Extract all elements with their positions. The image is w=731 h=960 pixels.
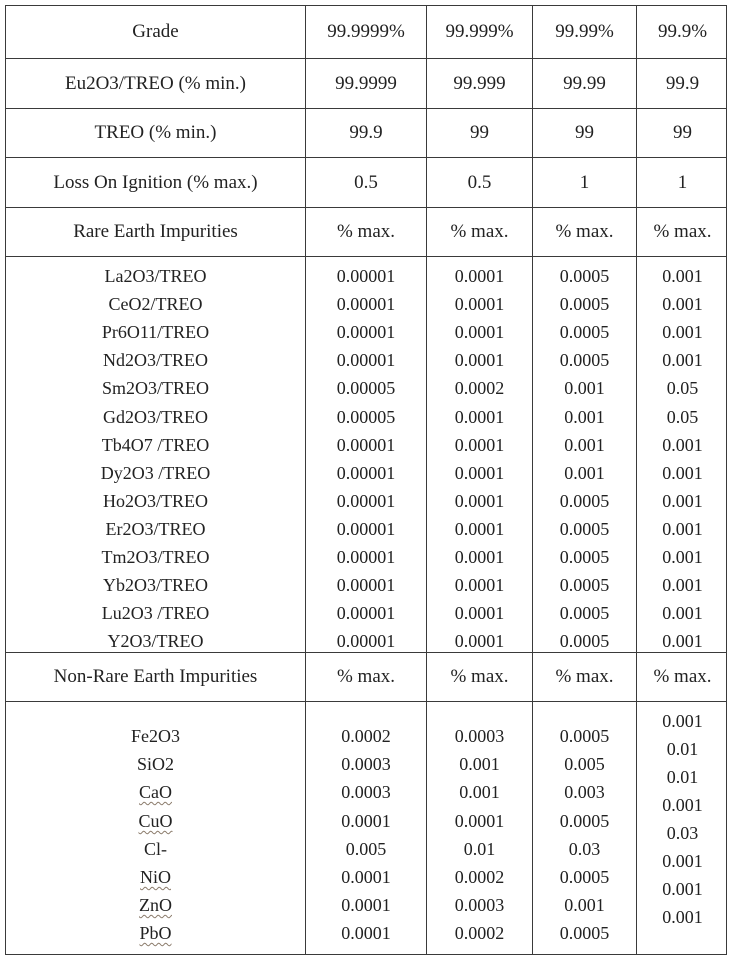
impurity-value: 0.0002 [454, 923, 505, 943]
impurity-value: 0.0001 [341, 923, 391, 943]
impurity-value: 0.00001 [336, 631, 396, 651]
impurity-value-column [427, 702, 533, 954]
grade-header: 99.9% [657, 21, 708, 42]
impurity-value: 0.001 [662, 795, 703, 815]
impurity-value: 0.00001 [336, 266, 396, 286]
rare-earth-block [6, 257, 726, 653]
impurity-value: 0.0005 [559, 631, 610, 651]
spec-label: Eu2O3/TREO (% min.) [6, 59, 306, 108]
impurity-value-column [637, 702, 728, 954]
impurity-value: 0.0005 [559, 923, 610, 943]
impurity-value: 0.001 [662, 879, 703, 899]
grade-row [6, 6, 726, 59]
grade-label: Grade [6, 6, 306, 58]
impurity-value: 0.0003 [454, 895, 505, 915]
unit-label: % max. [653, 666, 712, 687]
impurity-value: 0.001 [564, 378, 605, 398]
impurity-value: 0.0005 [559, 575, 610, 595]
impurity-value: 0.00001 [336, 322, 396, 342]
impurity-name: Lu2O3 /TREO [101, 603, 210, 623]
unit-label: % max. [653, 221, 712, 242]
impurity-value: 0.0001 [454, 294, 505, 314]
impurity-name: Tb4O7 /TREO [101, 435, 210, 455]
impurity-value: 0.00001 [336, 491, 396, 511]
impurity-name: Tm2O3/TREO [101, 547, 210, 567]
section-heading: Non-Rare Earth Impurities [6, 653, 306, 701]
impurity-value: 0.001 [662, 491, 703, 511]
impurity-value: 0.001 [459, 754, 500, 774]
impurity-value: 0.001 [662, 711, 703, 731]
impurity-value-column [306, 702, 427, 954]
impurity-value: 0.00001 [336, 435, 396, 455]
impurity-value: 0.01 [666, 739, 699, 759]
spec-label: Loss On Ignition (% max.) [6, 158, 306, 207]
impurity-value: 0.0005 [559, 811, 610, 831]
impurity-name-column [6, 257, 306, 652]
impurity-name-text: CaO [139, 782, 172, 802]
grade-header: 99.99% [533, 6, 637, 58]
impurity-value: 0.01 [463, 839, 496, 859]
impurity-name: CeO2/TREO [108, 294, 203, 314]
impurity-name: Dy2O3 /TREO [100, 463, 211, 483]
impurity-value: 0.0001 [341, 867, 391, 887]
impurity-value: 0.0003 [454, 726, 505, 746]
unit-label: % max. [306, 208, 427, 256]
impurity-value: 0.005 [564, 754, 605, 774]
spec-value: 99.999 [427, 59, 533, 108]
spec-table [5, 5, 727, 955]
impurity-value: 0.05 [666, 407, 699, 427]
impurity-value: 0.001 [564, 435, 605, 455]
impurity-value: 0.00005 [336, 378, 396, 398]
grade-header: 99.999% [427, 6, 533, 58]
impurity-value: 0.001 [662, 575, 703, 595]
grade-header: 99.9999% [306, 6, 427, 58]
impurity-value: 0.001 [564, 895, 605, 915]
impurity-name: Nd2O3/TREO [103, 350, 208, 370]
impurity-value: 0.001 [662, 907, 703, 927]
impurity-value-column [427, 257, 533, 652]
impurity-value: 0.001 [662, 322, 703, 342]
impurity-value-column [306, 257, 427, 652]
impurity-value: 0.0005 [559, 547, 610, 567]
impurity-value: 0.001 [662, 463, 703, 483]
impurity-value: 0.0005 [559, 294, 610, 314]
impurity-value-column [533, 702, 637, 954]
impurity-value-column [637, 257, 728, 652]
impurity-value: 0.03 [666, 823, 699, 843]
impurity-name [6, 891, 305, 919]
impurity-value: 0.0001 [454, 491, 505, 511]
impurity-value: 0.00005 [336, 407, 396, 427]
impurity-value: 0.0005 [559, 519, 610, 539]
impurity-value: 0.01 [666, 767, 699, 787]
impurity-name-column [6, 702, 306, 954]
impurity-name: Sm2O3/TREO [101, 378, 209, 398]
spec-value: 1 [677, 171, 688, 193]
impurity-value: 0.001 [564, 407, 605, 427]
impurity-value: 0.0005 [559, 867, 610, 887]
impurity-value: 0.001 [662, 631, 703, 651]
unit-label: % max. [533, 653, 637, 701]
impurity-value: 0.0001 [454, 603, 505, 623]
spec-label: TREO (% min.) [6, 109, 306, 157]
impurity-value: 0.001 [662, 603, 703, 623]
spec-row [6, 158, 726, 208]
impurity-value: 0.0005 [559, 266, 610, 286]
impurity-value: 0.0001 [454, 811, 505, 831]
impurity-value: 0.001 [459, 782, 500, 802]
spec-value: 99 [427, 109, 533, 157]
spec-value: 99.99 [533, 59, 637, 108]
spec-value: 0.5 [306, 158, 427, 207]
impurity-value: 0.05 [666, 378, 699, 398]
impurity-name [6, 807, 305, 835]
impurity-value: 0.0001 [341, 895, 391, 915]
impurity-name: La2O3/TREO [104, 266, 207, 286]
spec-value: 1 [533, 158, 637, 207]
impurity-name [6, 863, 305, 891]
impurity-value: 0.001 [662, 519, 703, 539]
non-rare-earth-block [6, 702, 726, 954]
spec-value: 99.9 [306, 109, 427, 157]
spec-value: 99.9999 [306, 59, 427, 108]
impurity-value: 0.0001 [454, 435, 505, 455]
rare-earth-heading-row [6, 208, 726, 257]
spec-row [6, 59, 726, 109]
impurity-name: Gd2O3/TREO [103, 407, 208, 427]
spec-row [6, 109, 726, 158]
impurity-name [6, 919, 305, 947]
impurity-value: 0.0001 [454, 519, 505, 539]
unit-label: % max. [306, 653, 427, 701]
impurity-value: 0.0005 [559, 322, 610, 342]
impurity-name-text: CuO [138, 811, 173, 831]
impurity-name: Yb2O3/TREO [103, 575, 208, 595]
impurity-value: 0.0002 [341, 726, 391, 746]
impurity-name: Pr6O11/TREO [101, 322, 210, 342]
impurity-value: 0.0002 [454, 378, 505, 398]
impurity-name: Cl- [143, 839, 167, 859]
spec-value: 0.5 [427, 158, 533, 207]
unit-label: % max. [427, 653, 533, 701]
impurity-name: Er2O3/TREO [105, 519, 206, 539]
impurity-value: 0.00001 [336, 547, 396, 567]
impurity-value: 0.0001 [454, 266, 505, 286]
impurity-value: 0.0005 [559, 603, 610, 623]
impurity-value: 0.0002 [454, 867, 505, 887]
impurity-value: 0.0001 [454, 322, 505, 342]
impurity-value: 0.0001 [454, 407, 505, 427]
impurity-value: 0.001 [662, 350, 703, 370]
impurity-value: 0.0005 [559, 726, 610, 746]
impurity-value: 0.001 [662, 266, 703, 286]
impurity-name-text: NiO [140, 867, 171, 887]
impurity-value: 0.0001 [454, 547, 505, 567]
impurity-value: 0.00001 [336, 294, 396, 314]
impurity-value: 0.00001 [336, 603, 396, 623]
impurity-name: Fe2O3 [131, 726, 180, 746]
spec-value: 99.9 [665, 72, 700, 94]
impurity-value-column [533, 257, 637, 652]
impurity-value: 0.001 [662, 547, 703, 567]
section-heading: Rare Earth Impurities [6, 208, 306, 256]
impurity-value: 0.001 [662, 435, 703, 455]
impurity-value: 0.0003 [341, 782, 391, 802]
non-rare-earth-heading-row [6, 653, 726, 702]
impurity-value: 0.0001 [454, 350, 505, 370]
impurity-value: 0.00001 [336, 575, 396, 595]
impurity-value: 0.001 [564, 463, 605, 483]
impurity-name: Y2O3/TREO [107, 631, 204, 651]
impurity-name-text: ZnO [139, 895, 172, 915]
spec-value: 99 [673, 122, 692, 143]
impurity-value: 0.0003 [341, 754, 391, 774]
impurity-name [6, 778, 305, 806]
impurity-value: 0.0005 [559, 350, 610, 370]
impurity-name: Ho2O3/TREO [103, 491, 208, 511]
impurity-value: 0.005 [345, 839, 387, 859]
impurity-name-text: PbO [139, 923, 172, 943]
impurity-value: 0.03 [568, 839, 601, 859]
impurity-value: 0.0001 [341, 811, 391, 831]
impurity-value: 0.001 [662, 851, 703, 871]
impurity-value: 0.003 [564, 782, 605, 802]
impurity-value: 0.00001 [336, 350, 396, 370]
unit-label: % max. [533, 208, 637, 256]
impurity-value: 0.00001 [336, 519, 396, 539]
impurity-name: SiO2 [136, 754, 174, 774]
impurity-value: 0.0005 [559, 491, 610, 511]
impurity-value: 0.0001 [454, 575, 505, 595]
impurity-value: 0.0001 [454, 631, 505, 651]
impurity-value: 0.0001 [454, 463, 505, 483]
impurity-value: 0.00001 [336, 463, 396, 483]
unit-label: % max. [427, 208, 533, 256]
spec-value: 99 [533, 109, 637, 157]
impurity-value: 0.001 [662, 294, 703, 314]
